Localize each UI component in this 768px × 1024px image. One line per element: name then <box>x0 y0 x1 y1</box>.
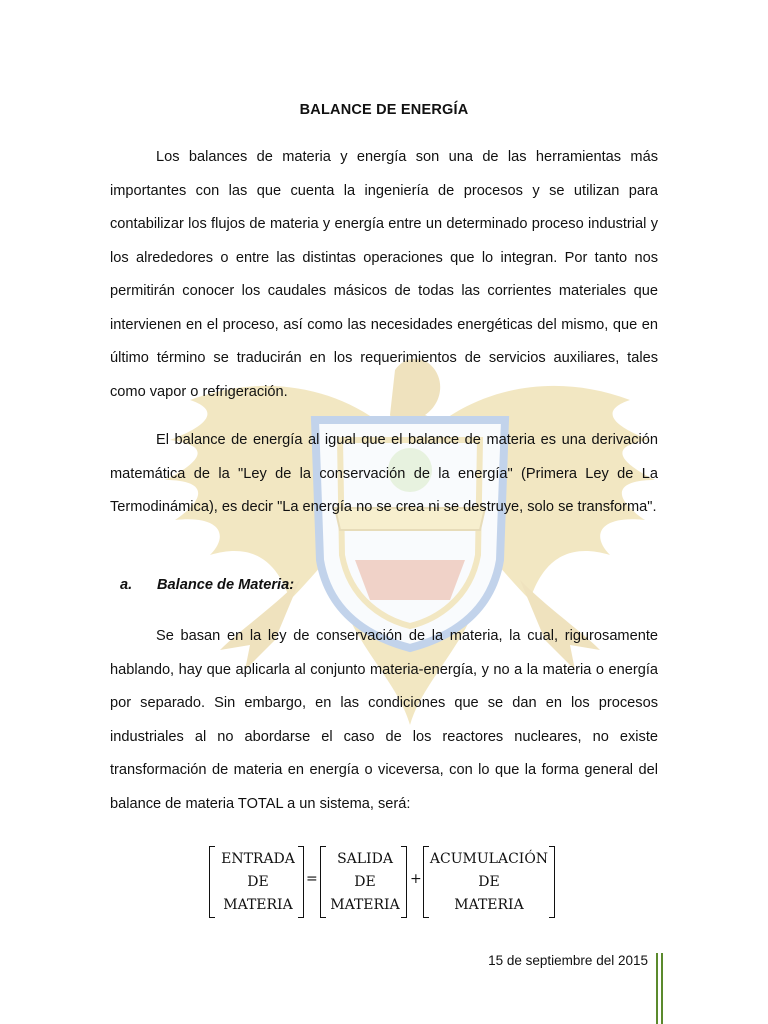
footer-rule <box>661 953 663 1024</box>
equation-term-line: SALIDA <box>337 851 393 867</box>
equation-term-entrada <box>217 848 299 917</box>
subheading-text: Balance de Materia: <box>157 577 295 593</box>
page-title: BALANCE DE ENERGÍA <box>299 102 469 118</box>
equation-term-line: MATERIA <box>223 897 293 913</box>
equation-term-acumulacion <box>427 848 551 917</box>
equation-term-line: MATERIA <box>454 897 524 913</box>
paragraph-matter-balance: Se basan en la ley de conservación de la materia, la cual, rigurosamente hablando, hay que aplicarla al conjunto materia-energía, y no a la materia o energía por separado. Sin embargo, en las condiciones que se dan en los procesos industriales al no abordarse el caso de los reactores nucleares, no existe transformación de materia en energía o viceversa, con lo que la forma general del balance de materia TOTAL a un sistema, será: <box>110 628 658 812</box>
equation-term-line: ACUMULACIÓN <box>429 851 549 867</box>
equation-term-line: DE <box>478 874 500 890</box>
paragraph-energy-balance: El balance de energía al igual que el balance de materia es una derivación matemática de la "Ley de la conservación de la energía" (Primera Ley de La Termodinámica), es decir "La energía no se crea ni se destruye, solo se transforma". <box>110 432 658 515</box>
equation-term-line: DE <box>247 874 269 890</box>
equals-sign: = <box>306 871 318 887</box>
plus-sign: + <box>410 871 422 887</box>
subheading-number: a. <box>120 577 133 593</box>
equation-term-salida <box>326 848 404 917</box>
equation-term-line: MATERIA <box>330 897 400 913</box>
subheading-balance-materia <box>120 577 294 593</box>
right-bracket <box>549 846 555 918</box>
left-bracket <box>209 846 215 918</box>
right-bracket <box>401 846 407 918</box>
equation-term-line: DE <box>354 874 376 890</box>
footer-rule <box>656 953 658 1024</box>
paragraph-intro: Los balances de materia y energía son una de las herramientas más importantes con las que cuenta la ingeniería de procesos y se utilizan para contabilizar los flujos de materia y energía entre un determinado proceso industrial y los alrededores o entre las distintas operaciones que lo integran. Por tanto nos permitirán conocer los caudales másicos de todas las corrientes materiales que intervienen en el proceso, así como las necesidades energéticas del mismo, que en último término se traducirán en los requerimientos de servicios auxiliares, tales como vapor o refrigeración. <box>110 149 658 400</box>
footer-date: 15 de septiembre del 2015 <box>488 953 648 968</box>
right-bracket <box>298 846 304 918</box>
equation-term-line: ENTRADA <box>221 851 295 867</box>
